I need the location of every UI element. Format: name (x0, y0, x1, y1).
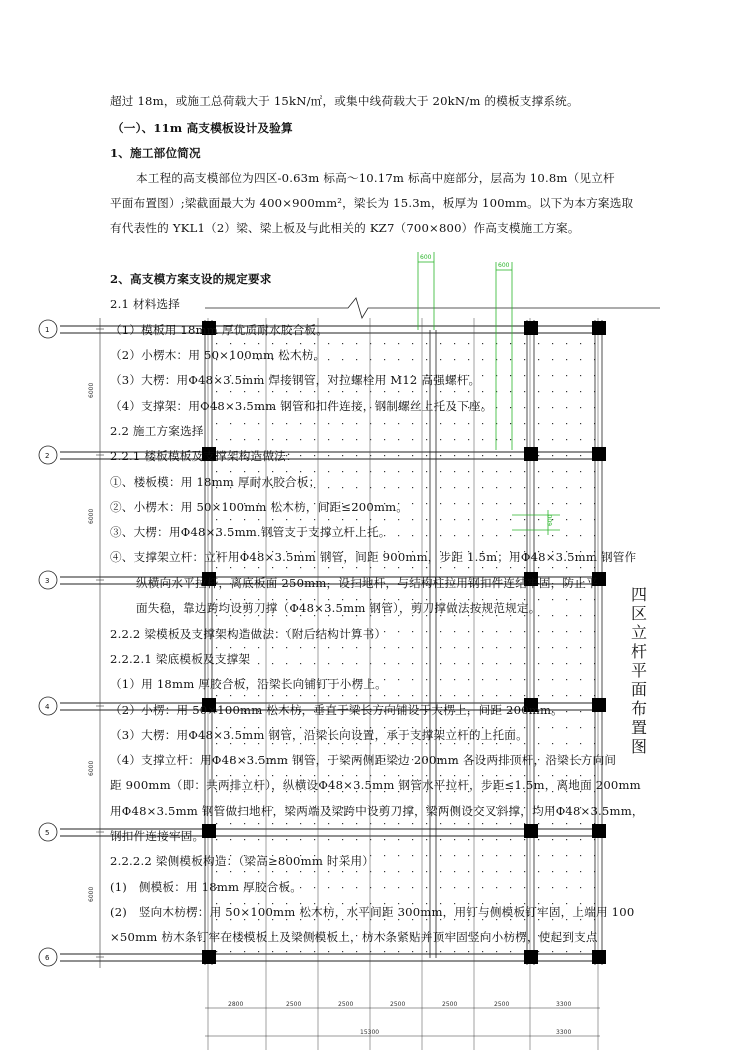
text-line: (1) 侧模板：用 18mm 厚胶合板。 (110, 880, 303, 894)
title-char: 置 (630, 718, 647, 737)
text-line: （3）大楞：用Φ48×3.5mm 钢管，沿梁长向设置，承于支撑架立杆的上托面。 (110, 728, 528, 742)
bottom-dimension-label: 2800 (228, 1001, 244, 1008)
section-heading: 1、施工部位简况 (110, 146, 201, 160)
text-line: （4）支撑架：用Φ48×3.5mm 钢管和扣件连接，钢制螺丝上托及下座。 (110, 399, 493, 413)
text-line: 钢扣件连接牢固。 (110, 829, 205, 843)
text-line: （3）大楞：用Φ48×3.5mm 焊接钢管，对拉螺栓用 M12 高强螺杆。 (110, 373, 481, 387)
text-line: ④、支撑架立杆：立杆用Φ48×3.5mm 钢管，间距 900mm，步距 1.5m；用Φ48×3.5mm 钢管作 (110, 550, 637, 564)
text-line: 2.2.2.1 梁底模板及支撑架 (110, 652, 251, 666)
text-line: ②、小楞木：用 50×100mm 松木枋，间距≤200mm。 (110, 500, 409, 514)
axis-label: 6 (45, 954, 50, 962)
title-char: 图 (630, 737, 647, 756)
text-line: 2.2 施工方案选择 (110, 424, 204, 438)
bottom-dimension-label: 2500 (338, 1001, 354, 1008)
bottom-dimension-label: 2500 (494, 1001, 510, 1008)
axis-label: 5 (45, 829, 50, 837)
title-char: 区 (630, 604, 647, 623)
top-dimension-label: 600 (498, 262, 510, 269)
section-heading: （一）、11m 高支模板设计及验算 (112, 121, 293, 135)
text-line: 距 900mm（即：共两排立杆），纵横设Φ48×3.5mm 钢管水平拉杆，步距≤1.5m，离地面 200mm (110, 778, 641, 792)
title-char: 面 (630, 680, 647, 699)
title-char: 立 (630, 623, 647, 642)
text-line: 2.1 材料选择 (110, 297, 181, 311)
text-line: 2.2.1 楼板模板及支撑架构造做法： (110, 449, 298, 463)
bottom-dimension-chain (205, 1008, 600, 1036)
text-line: ③、大楞：用Φ48×3.5mm 钢管支于支撑立杆上托。 (110, 525, 391, 539)
left-dimension-label: 6000 (88, 760, 95, 776)
text-line: 超过 18m，或施工总荷载大于 15kN/㎡，或集中线荷载大于 20kN/m 的模板支撑系统。 (110, 94, 579, 108)
text-line: (2) 竖向木枋楞：用 50×100mm 松木枋，水平间距 300mm，用钉与侧模板钉牢固，上端用 100 (110, 905, 635, 919)
text-line: 2.2.2.2 梁侧模板构造：（梁高≥800mm 时采用） (110, 854, 375, 868)
title-char: 布 (630, 699, 647, 718)
text-line: （2）小楞：用 50×100mm 松木枋，垂直于梁长方向铺设于大楞上，间距 200mm。 (110, 703, 563, 717)
break-line (205, 298, 660, 318)
text-line: （1）模板用 18mm 厚优质耐水胶合板。 (110, 323, 329, 337)
text-line: 纵横向水平拉杆，离底板面 250mm，设扫地杆，与结构柱拉用钢扣件连结牢固，防止平 (136, 576, 598, 590)
section-heading: 2、高支模方案支设的规定要求 (110, 272, 272, 286)
text-line: 2.2.2 梁模板及支撑架构造做法：（附后结构计算书） (110, 627, 387, 641)
bottom-total-label: 15300 (360, 1029, 380, 1036)
text-line: （4）支撑立杆：用Φ48×3.5mm 钢管，于梁两侧距梁边 200mm 各设两排顶杆，沿梁长方向间 (110, 753, 617, 767)
axis-label: 2 (45, 452, 50, 460)
drawing-title (624, 585, 654, 756)
text-line: （2）小楞木：用 50×100mm 松木枋。 (110, 348, 326, 362)
bottom-total-label: 3300 (556, 1029, 572, 1036)
text-line: 本工程的高支模部位为四区-0.63m 标高～10.17m 标高中庭部分，层高为 10.8m（见立杆 (136, 171, 615, 185)
left-dimension-label: 6000 (88, 508, 95, 524)
text-line: 有代表性的 YKL1（2）梁、梁上板及与此相关的 KZ7（700×800）作高支模施工方案。 (110, 221, 580, 235)
title-char: 四 (630, 585, 647, 604)
right-dimension-label: 600 (547, 514, 554, 526)
text-line: ①、楼板模：用 18mm 厚耐水胶合板； (110, 475, 321, 489)
title-char: 杆 (630, 642, 647, 661)
axis-label: 3 (45, 577, 50, 585)
bottom-dimension-label: 2500 (442, 1001, 458, 1008)
text-line: 平面布置图）;梁截面最大为 400×900mm²，梁长为 15.3m，板厚为 100mm。以下为本方案选取 (110, 196, 634, 210)
bottom-dimension-label: 2500 (390, 1001, 406, 1008)
text-line: （1）用 18mm 厚胶合板，沿梁长向铺钉于小楞上。 (110, 677, 387, 691)
left-dimension-label: 6000 (88, 382, 95, 398)
left-dimension-labels (88, 383, 95, 902)
bottom-dimension-label: 3300 (556, 1001, 572, 1008)
axis-label: 4 (45, 703, 50, 711)
text-line: ×50mm 枋木条钉牢在楼模板上及梁侧模板上，枋木条紧贴并顶牢固竖向小枋楞，使起到支点 (110, 930, 598, 944)
bottom-dimension-labels (228, 1001, 571, 1036)
left-dimension-label: 6000 (88, 886, 95, 902)
bottom-dimension-label: 2500 (286, 1001, 302, 1008)
text-line: 面失稳，靠边跨均设剪刀撑（Φ48×3.5mm 钢管），剪刀撑做法按规范规定。 (136, 601, 541, 615)
left-dimension-chain (96, 318, 104, 968)
axis-bubbles (39, 320, 57, 966)
title-char: 平 (630, 661, 647, 680)
axis-label: 1 (45, 326, 50, 334)
top-dimension-label: 600 (420, 254, 432, 261)
text-line: 用Φ48×3.5mm 钢管做扫地杆，梁两端及梁跨中设剪刀撑，梁两侧设交叉斜撑，均用Φ48×3.5mm， (110, 804, 644, 818)
